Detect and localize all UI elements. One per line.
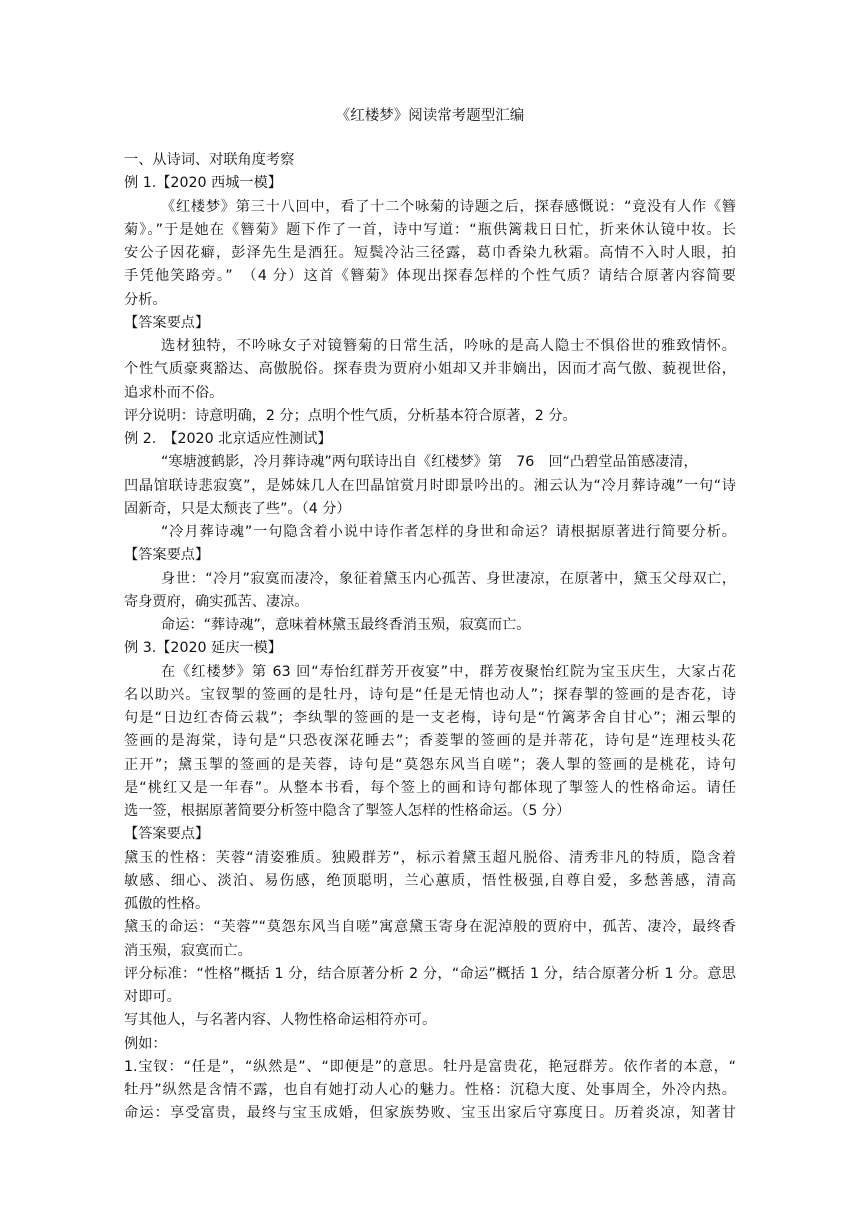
text-line: 寄身贾府，确实孤苦、凄凉。 (124, 593, 309, 610)
text-line: 身世：“冷月”寂寞而凄冷，象征着黛玉内心孤苦、身世凄凉，在原著中，黛玉父母双亡， (161, 570, 736, 587)
text-line: 【答案要点】 (124, 826, 210, 843)
document-title: 《红楼梦》阅读常考题型汇编 (335, 108, 525, 124)
text-line: 黛玉的命运：“芙蓉”“莫怨东风当自嗟”寓意黛玉寄身在泥淖般的贾府中，孤苦、凄冷，最终香 (124, 919, 736, 936)
text-line: 手凭他笑路旁。” （4 分）这首《簪菊》体现出探春怎样的个性气质？请结合原著内容简要 (124, 268, 736, 285)
text-line: 是“桃红又是一年春”。从整本书看，每个签上的画和诗句都体现了掣签人的性格命运。请任 (124, 779, 736, 796)
text-line: 【答案要点】 (124, 314, 210, 331)
document-body (124, 149, 736, 1126)
text-line: 名以助兴。宝钗掣的签画的是牡丹，诗句是“任是无情也动人”；探春掣的签画的是杏花，诗 (124, 686, 736, 703)
text-line: 例 3.【2020 延庆一模】 (124, 640, 282, 657)
text-line: 分析。 (124, 291, 167, 308)
text-line: 例如： (124, 1035, 167, 1052)
text-line: 例 1.【2020 西城一模】 (124, 175, 282, 192)
text-line: 安公子因花癖，彭泽先生是酒狂。短鬓冷沾三径露，葛巾香染九秋霜。高情不入时人眼，拍 (124, 245, 736, 261)
text-line: 追求朴而不俗。 (124, 384, 224, 401)
text-line: 评分说明：诗意明确，2 分；点明个性气质，分析基本符合原著，2 分。 (124, 407, 577, 424)
text-line: 命运：享受富贵，最终与宝玉成婚，但家族势败、宝玉出家后守寡度日。历着炎凉，知著甘 (124, 1105, 736, 1122)
text-line: 命运：“葬诗魂”，意味着林黛玉最终香消玉殒，寂寞而亡。 (161, 617, 531, 633)
text-line: 个性气质豪爽豁达、高傲脱俗。探春贵为贾府小姐却又并非嫡出，因而才高气傲、藐视世俗， (124, 361, 736, 378)
text-line: 黛玉的性格：芙蓉“清姿雅质。独殿群芳”，标示着黛玉超凡脱俗、清秀非凡的特质，隐含着 (124, 849, 736, 866)
text-line: 写其他人，与名著内容、人物性格命运相符亦可。 (124, 1012, 437, 1029)
text-line: 孤傲的性格。 (124, 896, 210, 912)
text-line: 一、从诗词、对联角度考察 (124, 152, 295, 168)
text-line: 敏感、细心、淡泊、易伤感，绝顶聪明，兰心蕙质，悟性极强,自尊自爱，多愁善感，清高 (124, 872, 736, 889)
text-line: 评分标准：“性格”概括 1 分，结合原著分析 2 分，“命运”概括 1 分，结合原著分析 1 分。意思 (124, 965, 736, 982)
text-line: 选一签，根据原著简要分析签中隐含了掣签人怎样的性格命运。（5 分） (124, 803, 571, 819)
text-line: 正开”；黛玉掣的签画的是芙蓉，诗句是“莫怨东风当自嗟”；袭人掣的签画的是桃花，诗句 (124, 756, 736, 773)
text-line: 1.宝钗：“任是”，“纵然是”、“即便是”的意思。牡丹是富贵花，艳冠群芳。依作者的本意，“ (124, 1058, 736, 1075)
text-line: 在《红楼梦》第 63 回“寿怡红群芳开夜宴”中，群芳夜聚怡红院为宝玉庆生，大家占花 (161, 663, 736, 680)
text-line: 例 2. 【2020 北京适应性测试】 (124, 431, 332, 447)
text-line: 选材独特，不吟咏女子对镜簪菊的日常生活，吟咏的是高人隐士不惧俗世的雅致情怀。 (161, 338, 736, 354)
text-line: “冷月葬诗魂”一句隐含着小说中诗作者怎样的身世和命运？请根据原著进行简要分析。 (161, 524, 736, 540)
text-line: “寒塘渡鹤影，冷月葬诗魂”两句联诗出自《红楼梦》第 76 回“凸碧堂品笛感凄清， (161, 454, 698, 471)
text-line: 牡丹”纵然是含情不露，也自有她打动人心的魅力。性格：沉稳大度、处事周全，外冷内热。 (124, 1082, 736, 1098)
text-line: 签画的是海棠，诗句是“只恐夜深花睡去”；香菱掣的签画的是并蒂花，诗句是“连理枝头花 (124, 733, 736, 750)
text-line: 句是“日边红杏倚云栽”；李纨掣的签画的是一支老梅，诗句是“竹篱茅舍自甘心”；湘云掣的 (124, 710, 736, 726)
text-line: 【答案要点】 (124, 547, 210, 564)
text-line: 凹晶馆联诗悲寂寞”，是姊妹几人在凹晶馆赏月时即景吟出的。湘云认为“冷月葬诗魂”一句“诗 (124, 477, 736, 494)
text-line: 菊》。”于是她在《簪菊》题下作了一首，诗中写道：“瓶供篱栽日日忙，折来休认镜中妆。长 (124, 221, 736, 238)
text-line: 《红楼梦》第三十八回中，看了十二个咏菊的诗题之后，探春感慨说：“竟没有人作《簪 (161, 198, 736, 215)
text-line: 消玉殒，寂寞而亡。 (124, 942, 252, 959)
text-line: 对即可。 (124, 989, 181, 1005)
text-line: 固新奇，只是太颓丧了些”。（4 分） (124, 500, 351, 517)
